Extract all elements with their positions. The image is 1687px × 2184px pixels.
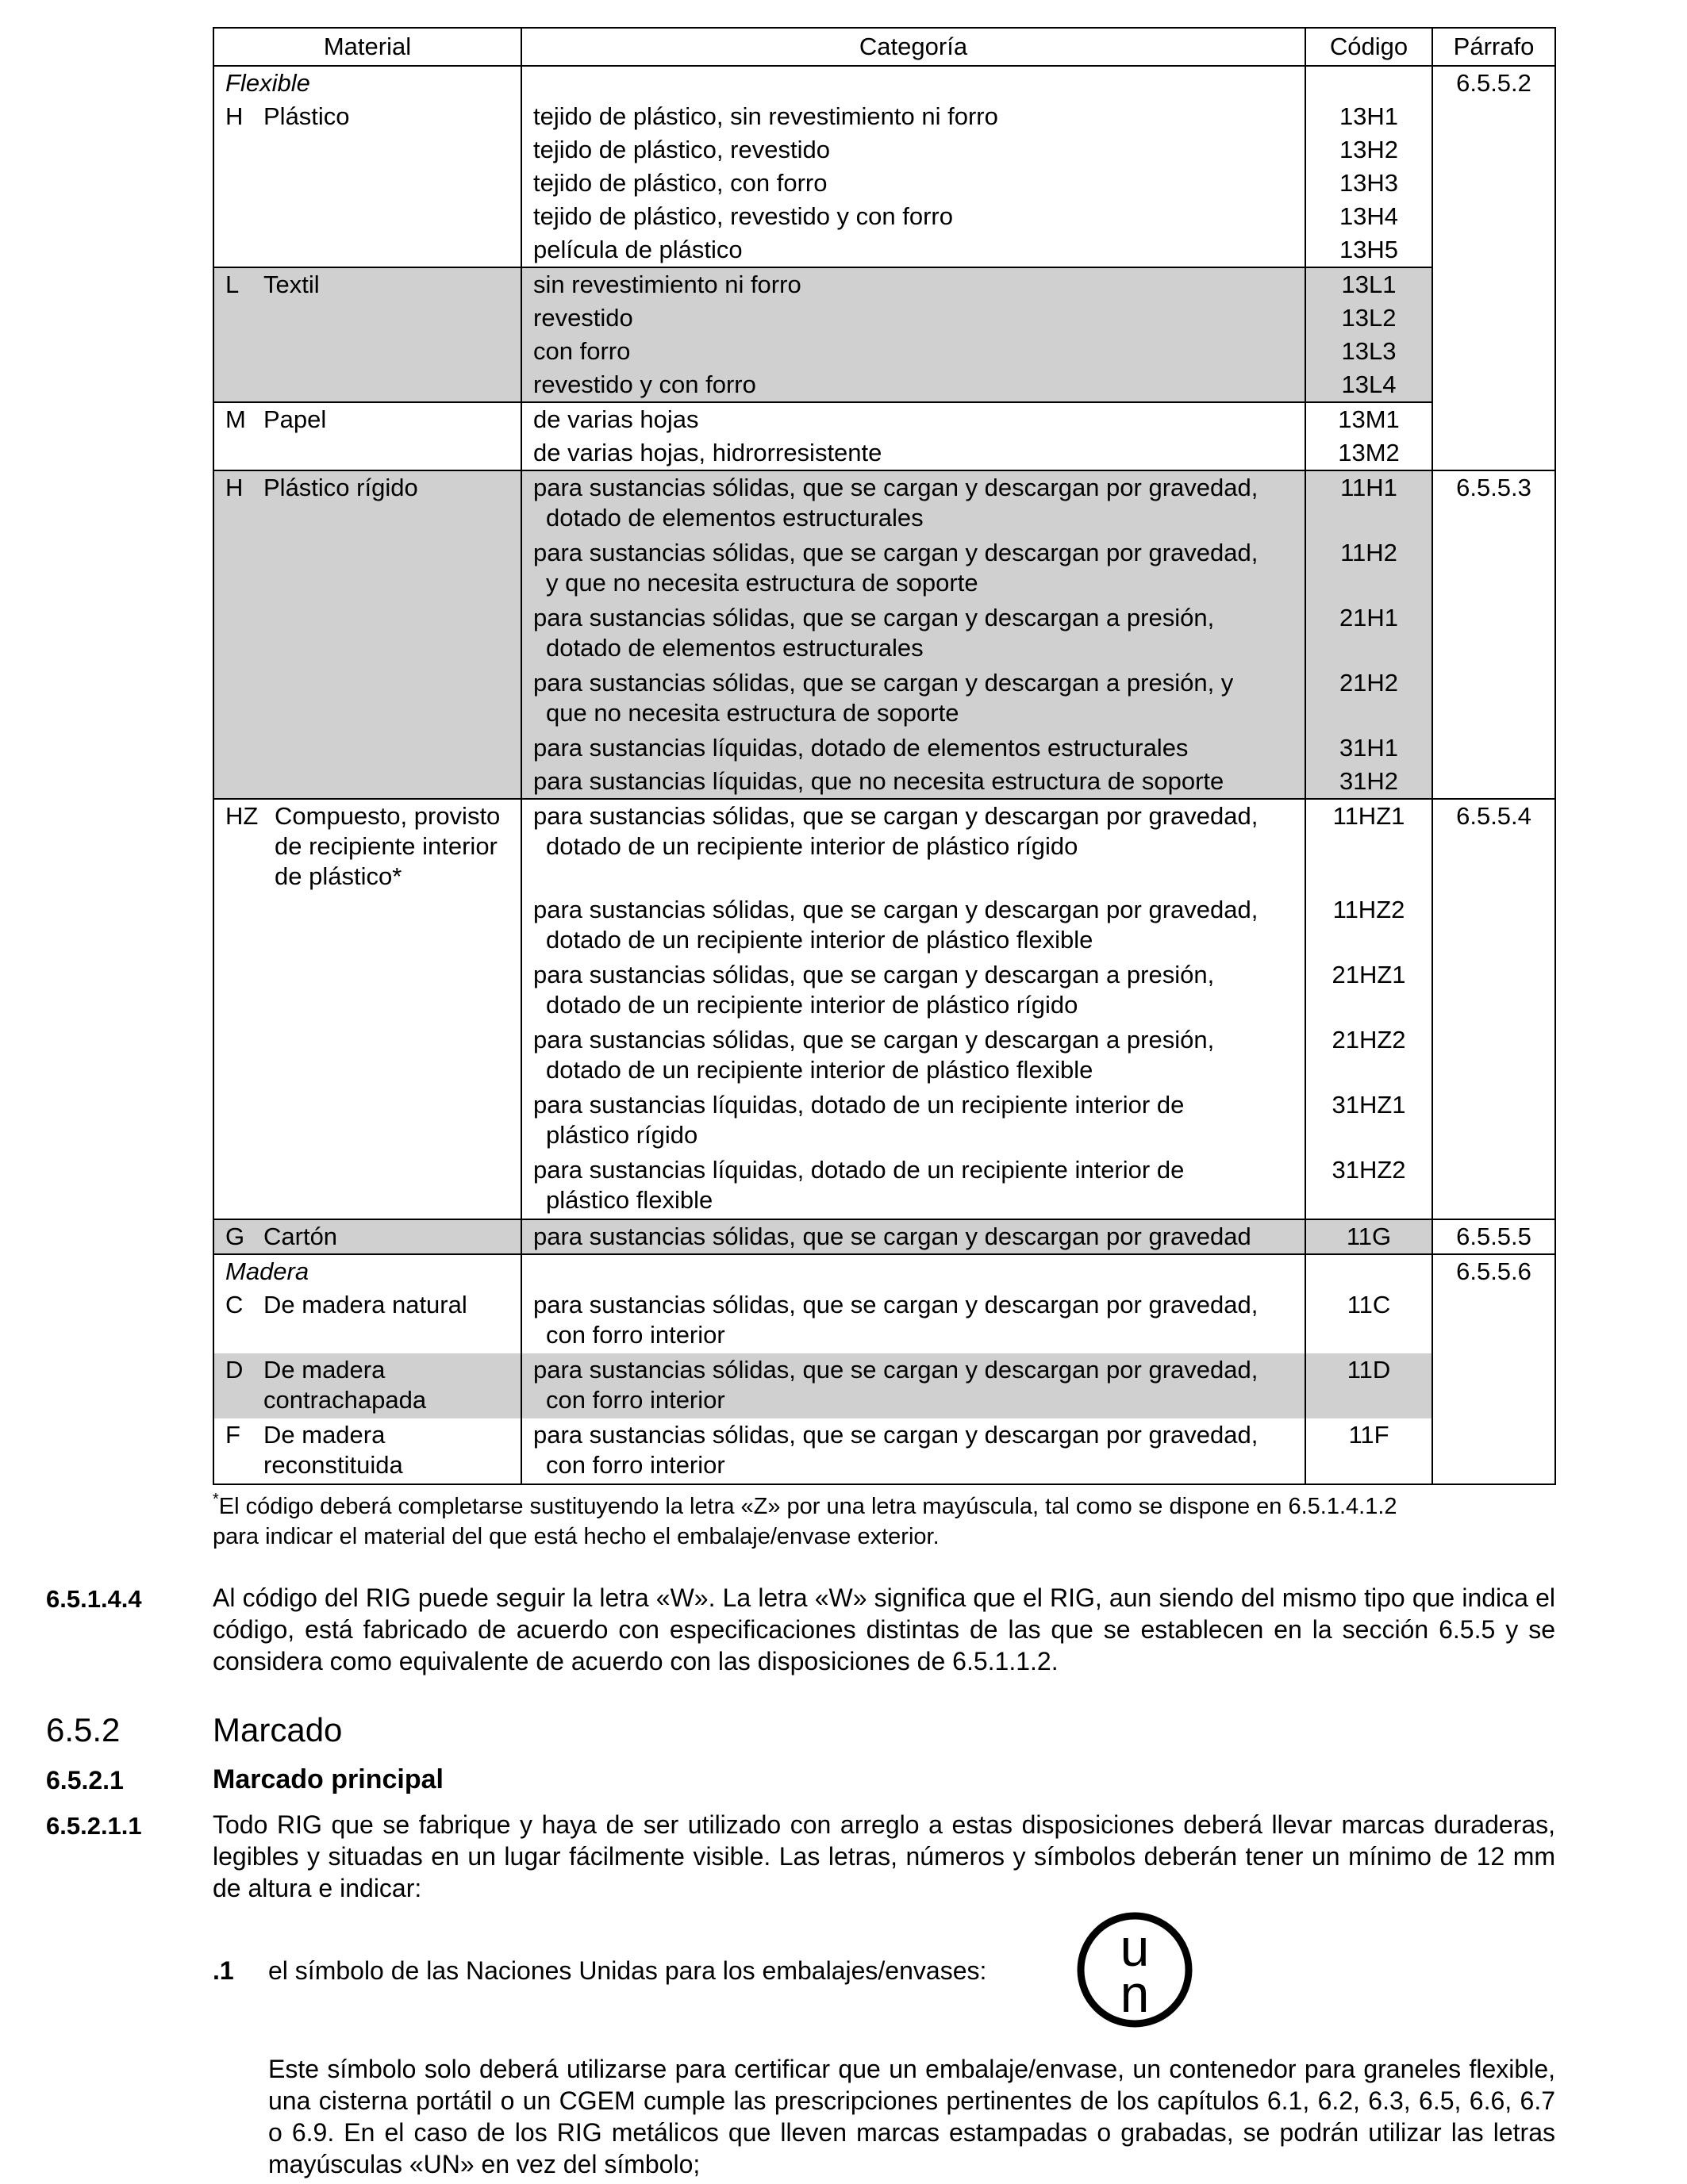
category-cell xyxy=(521,267,1305,301)
material-cell xyxy=(213,536,521,601)
material-cell xyxy=(213,167,521,200)
category-cell xyxy=(521,133,1305,167)
material-name: De madera xyxy=(263,1421,386,1449)
category-text: para sustancias sólidas, que se cargan y descargan por gravedad, xyxy=(533,539,1259,566)
paragraph-cell: 6.5.5.3 xyxy=(1432,470,1555,799)
table-row xyxy=(213,167,1555,200)
table-row xyxy=(213,335,1555,368)
category-text: revestido xyxy=(533,304,633,332)
material-name: de plástico* xyxy=(275,862,402,890)
category-text-continued: con forro interior xyxy=(546,1321,725,1349)
code-cell: 13L2 xyxy=(1305,301,1432,335)
code-cell: 13H4 xyxy=(1305,200,1432,233)
category-cell xyxy=(521,731,1305,765)
category-text: para sustancias sólidas, que se cargan y descargan por gravedad, xyxy=(533,1356,1259,1384)
code-cell: 13H3 xyxy=(1305,167,1432,200)
category-text-continued: con forro interior xyxy=(546,1386,725,1414)
category-text: revestido y con forro xyxy=(533,370,756,398)
paragraph-cell: 6.5.5.6 xyxy=(1432,1254,1555,1484)
paragraph-cell: 6.5.5.4 xyxy=(1432,799,1555,1219)
material-cell xyxy=(213,436,521,470)
material-code: M xyxy=(225,405,246,433)
table-body xyxy=(213,66,1555,1484)
material-code: HZ xyxy=(225,802,259,830)
table-row xyxy=(213,1088,1555,1153)
category-cell xyxy=(521,666,1305,731)
material-cell xyxy=(213,200,521,233)
code-cell: 21HZ2 xyxy=(1305,1023,1432,1088)
code-cell xyxy=(1305,1254,1432,1288)
table-row xyxy=(213,765,1555,799)
category-cell xyxy=(521,958,1305,1023)
code-cell: 11HZ1 xyxy=(1305,799,1432,893)
material-cell xyxy=(213,301,521,335)
material-cell xyxy=(213,267,521,301)
code-cell: 13M2 xyxy=(1305,436,1432,470)
code-cell: 13H5 xyxy=(1305,233,1432,267)
footnote-mark: * xyxy=(213,1491,219,1508)
material-name: Plástico xyxy=(263,102,350,130)
category-text: sin revestimiento ni forro xyxy=(533,271,801,298)
material-name: Flexible xyxy=(225,69,310,97)
category-cell xyxy=(521,601,1305,666)
category-cell xyxy=(521,1219,1305,1254)
material-name: de recipiente interior xyxy=(275,832,498,860)
code-cell: 13L3 xyxy=(1305,335,1432,368)
table-row xyxy=(213,1288,1555,1353)
list-item-1-note: Este símbolo solo deberá utilizarse para certificar que un embalaje/envase, un contenedor para graneles flexible, una cisterna portátil o un CGEM cumple las prescripciones pertinentes de los capítulos 6.1, 6.2, 6.3, 6.5, 6.6, 6.7 o 6.9. En el caso de los RIG metálicos que lleven marcas estampadas o grabadas, se podrán utilizar las letras mayúsculas «UN» en vez del símbolo; xyxy=(268,2055,1555,2178)
table-row xyxy=(213,267,1555,301)
material-code: C xyxy=(225,1291,244,1318)
paragraph-text-6-5-2-1-1: Todo RIG que se fabrique y haya de ser utilizado con arreglo a estas disposiciones deberá llevar marcas duraderas, legibles y situadas en un lugar fácilmente visible. Las letras, números y símbolos deberán tener un mínimo de 12 mm de altura e indicar: xyxy=(213,1810,1555,1902)
category-cell xyxy=(521,402,1305,436)
category-cell xyxy=(521,1288,1305,1353)
category-cell xyxy=(521,1418,1305,1484)
code-cell: 13H2 xyxy=(1305,133,1432,167)
paragraph-text-6-5-1-4-4: Al código del RIG puede seguir la letra «W». La letra «W» significa que el RIG, aun siendo del mismo tipo que indica el código, está fabricado de acuerdo con especificaciones distintas de las que se establecen en la sección 6.5.5 y se considera como equivalente de acuerdo con las disposiciones de 6.5.1.1.2. xyxy=(213,1583,1555,1675)
table-row xyxy=(213,233,1555,267)
code-cell: 11G xyxy=(1305,1219,1432,1254)
category-text-continued: con forro interior xyxy=(546,1451,725,1479)
material-cell xyxy=(213,893,521,958)
table-row xyxy=(213,731,1555,765)
material-cell xyxy=(213,765,521,799)
category-cell xyxy=(521,799,1305,893)
table-header-row xyxy=(213,28,1555,66)
table-row xyxy=(213,368,1555,402)
code-cell: 21H2 xyxy=(1305,666,1432,731)
table-row xyxy=(213,301,1555,335)
code-cell: 13L4 xyxy=(1305,368,1432,402)
category-text-continued: dotado de un recipiente interior de plástico rígido xyxy=(546,991,1078,1019)
category-cell xyxy=(521,1153,1305,1219)
category-text: para sustancias sólidas, que se cargan y descargan por gravedad, xyxy=(533,802,1259,830)
category-cell xyxy=(521,335,1305,368)
material-name: contrachapada xyxy=(263,1386,427,1414)
table-row xyxy=(213,1254,1555,1288)
paragraph-cell: 6.5.5.2 xyxy=(1432,66,1555,470)
category-cell xyxy=(521,470,1305,536)
category-cell xyxy=(521,1353,1305,1418)
code-cell: 13H1 xyxy=(1305,100,1432,133)
material-name: Plástico rígido xyxy=(263,474,418,501)
table-row xyxy=(213,66,1555,100)
table-row xyxy=(213,1219,1555,1254)
material-name: Papel xyxy=(263,405,327,433)
table-row xyxy=(213,436,1555,470)
category-cell xyxy=(521,368,1305,402)
material-code: F xyxy=(225,1421,240,1449)
material-cell xyxy=(213,335,521,368)
table-row xyxy=(213,200,1555,233)
un-symbol-letter-u: u xyxy=(1120,1918,1150,1977)
material-cell xyxy=(213,1254,521,1288)
material-cell xyxy=(213,958,521,1023)
category-text: para sustancias sólidas, que se cargan y descargan por gravedad, xyxy=(533,1291,1259,1318)
header-categoria: Categoría xyxy=(521,28,1305,66)
category-text-continued: dotado de un recipiente interior de plástico rígido xyxy=(546,832,1078,860)
table-row xyxy=(213,799,1555,893)
category-cell xyxy=(521,233,1305,267)
category-text: tejido de plástico, sin revestimiento ni forro xyxy=(533,102,998,130)
un-symbol-letter-n: n xyxy=(1120,1964,1150,2023)
code-cell: 11D xyxy=(1305,1353,1432,1418)
code-cell: 31H2 xyxy=(1305,765,1432,799)
table-row xyxy=(213,1023,1555,1088)
category-text: para sustancias líquidas, dotado de un recipiente interior de xyxy=(533,1091,1185,1119)
material-cell xyxy=(213,1418,521,1484)
category-text: para sustancias líquidas, dotado de elementos estructurales xyxy=(533,734,1189,762)
material-name: De madera xyxy=(263,1356,386,1384)
code-cell: 21HZ1 xyxy=(1305,958,1432,1023)
category-text: para sustancias sólidas, que se cargan y descargan por gravedad, xyxy=(533,474,1259,501)
table-row xyxy=(213,1418,1555,1484)
category-text-continued: dotado de elementos estructurales xyxy=(546,504,924,532)
subsection-title-marcado-principal: Marcado principal xyxy=(213,1764,444,1794)
section-number-6-5-2: 6.5.2 xyxy=(46,1711,121,1748)
material-cell xyxy=(213,368,521,402)
material-cell xyxy=(213,233,521,267)
category-cell xyxy=(521,1088,1305,1153)
footnote-line-1: El código deberá completarse sustituyendo la letra «Z» por una letra mayúscula, tal como se dispone en 6.5.1.4.1.2 xyxy=(218,1494,1397,1519)
material-code: H xyxy=(225,102,244,130)
material-cell xyxy=(213,666,521,731)
category-text: de varias hojas xyxy=(533,405,699,433)
material-code: H xyxy=(225,474,244,501)
material-name: Textil xyxy=(263,271,320,298)
section-title-marcado: Marcado xyxy=(213,1711,343,1748)
category-cell xyxy=(521,765,1305,799)
header-material: Material xyxy=(213,28,521,66)
category-text: para sustancias sólidas, que se cargan y descargan a presión, xyxy=(533,961,1215,988)
table-row xyxy=(213,958,1555,1023)
category-text: tejido de plástico, revestido xyxy=(533,136,830,163)
material-cell xyxy=(213,1288,521,1353)
category-text: para sustancias sólidas, que se cargan y descargan por gravedad, xyxy=(533,896,1259,923)
material-cell xyxy=(213,1023,521,1088)
code-cell: 11F xyxy=(1305,1418,1432,1484)
table-row xyxy=(213,1353,1555,1418)
category-cell xyxy=(521,66,1305,100)
code-cell: 13M1 xyxy=(1305,402,1432,436)
category-cell xyxy=(521,167,1305,200)
subsection-number-6-5-2-1: 6.5.2.1 xyxy=(46,1766,124,1794)
paragraph-number-6-5-2-1-1: 6.5.2.1.1 xyxy=(46,1812,142,1840)
material-name: Cartón xyxy=(263,1223,338,1250)
category-cell xyxy=(521,1023,1305,1088)
table-row xyxy=(213,893,1555,958)
paragraph-cell: 6.5.5.5 xyxy=(1432,1219,1555,1254)
category-text: para sustancias líquidas, dotado de un recipiente interior de xyxy=(533,1156,1185,1184)
code-cell: 31H1 xyxy=(1305,731,1432,765)
category-text-continued: dotado de un recipiente interior de plástico flexible xyxy=(546,1056,1093,1084)
category-cell xyxy=(521,200,1305,233)
category-text: tejido de plástico, revestido y con forro xyxy=(533,202,953,230)
list-item-number-1: .1 xyxy=(213,1956,234,1985)
material-name: Compuesto, provisto xyxy=(275,802,501,830)
un-packaging-symbol-icon xyxy=(1075,1910,1194,2029)
material-name: reconstituida xyxy=(263,1451,403,1479)
table-row xyxy=(213,536,1555,601)
table-row xyxy=(213,1153,1555,1219)
paragraph-number-6-5-1-4-4: 6.5.1.4.4 xyxy=(46,1585,142,1613)
material-cell xyxy=(213,1088,521,1153)
category-text: película de plástico xyxy=(533,236,743,263)
table-row xyxy=(213,402,1555,436)
material-name: Madera xyxy=(225,1257,309,1285)
material-cell xyxy=(213,1353,521,1418)
material-cell xyxy=(213,470,521,536)
header-codigo: Código xyxy=(1305,28,1432,66)
category-text-continued: que no necesita estructura de soporte xyxy=(546,699,959,727)
category-text-continued: plástico flexible xyxy=(546,1186,713,1214)
material-name: De madera natural xyxy=(263,1291,467,1318)
category-text: para sustancias sólidas, que se cargan y descargan por gravedad xyxy=(533,1223,1251,1250)
category-text: para sustancias líquidas, que no necesita estructura de soporte xyxy=(533,767,1224,795)
table-row xyxy=(213,470,1555,536)
category-cell xyxy=(521,1254,1305,1288)
table-row xyxy=(213,601,1555,666)
category-cell xyxy=(521,536,1305,601)
code-cell: 13L1 xyxy=(1305,267,1432,301)
category-text: tejido de plástico, con forro xyxy=(533,169,828,197)
category-text: con forro xyxy=(533,337,631,365)
table-footnote xyxy=(213,1491,1562,1552)
material-cell xyxy=(213,799,521,893)
ibc-code-table xyxy=(213,27,1556,1485)
category-cell xyxy=(521,893,1305,958)
material-cell xyxy=(213,601,521,666)
category-text: de varias hojas, hidrorresistente xyxy=(533,439,882,466)
table-row xyxy=(213,100,1555,133)
category-cell xyxy=(521,100,1305,133)
material-cell xyxy=(213,66,521,100)
code-cell: 11H2 xyxy=(1305,536,1432,601)
category-text: para sustancias sólidas, que se cargan y descargan por gravedad, xyxy=(533,1421,1259,1449)
material-cell xyxy=(213,133,521,167)
category-text-continued: dotado de un recipiente interior de plástico flexible xyxy=(546,926,1093,954)
material-cell xyxy=(213,402,521,436)
category-text-continued: y que no necesita estructura de soporte xyxy=(546,569,978,597)
category-text: para sustancias sólidas, que se cargan y descargan a presión, xyxy=(533,604,1215,631)
category-text: para sustancias sólidas, que se cargan y descargan a presión, xyxy=(533,1026,1215,1054)
table-row xyxy=(213,666,1555,731)
material-cell xyxy=(213,731,521,765)
material-code: L xyxy=(225,271,240,298)
category-text: para sustancias sólidas, que se cargan y descargan a presión, y xyxy=(533,669,1234,697)
code-cell: 21H1 xyxy=(1305,601,1432,666)
material-cell xyxy=(213,1219,521,1254)
code-cell xyxy=(1305,66,1432,100)
category-cell xyxy=(521,436,1305,470)
code-cell: 31HZ2 xyxy=(1305,1153,1432,1219)
code-cell: 11C xyxy=(1305,1288,1432,1353)
header-parrafo: Párrafo xyxy=(1432,28,1555,66)
code-cell: 11H1 xyxy=(1305,470,1432,536)
material-code: G xyxy=(225,1223,245,1250)
category-text-continued: dotado de elementos estructurales xyxy=(546,634,924,662)
footnote-line-2: para indicar el material del que está hecho el embalaje/envase exterior. xyxy=(213,1524,940,1549)
category-text-continued: plástico rígido xyxy=(546,1121,698,1149)
code-cell: 11HZ2 xyxy=(1305,893,1432,958)
code-cell: 31HZ1 xyxy=(1305,1088,1432,1153)
table-row xyxy=(213,133,1555,167)
material-cell xyxy=(213,100,521,133)
material-cell xyxy=(213,1153,521,1219)
material-code: D xyxy=(225,1356,244,1384)
list-item-text-1: el símbolo de las Naciones Unidas para los embalajes/envases: xyxy=(268,1956,987,1985)
category-cell xyxy=(521,301,1305,335)
